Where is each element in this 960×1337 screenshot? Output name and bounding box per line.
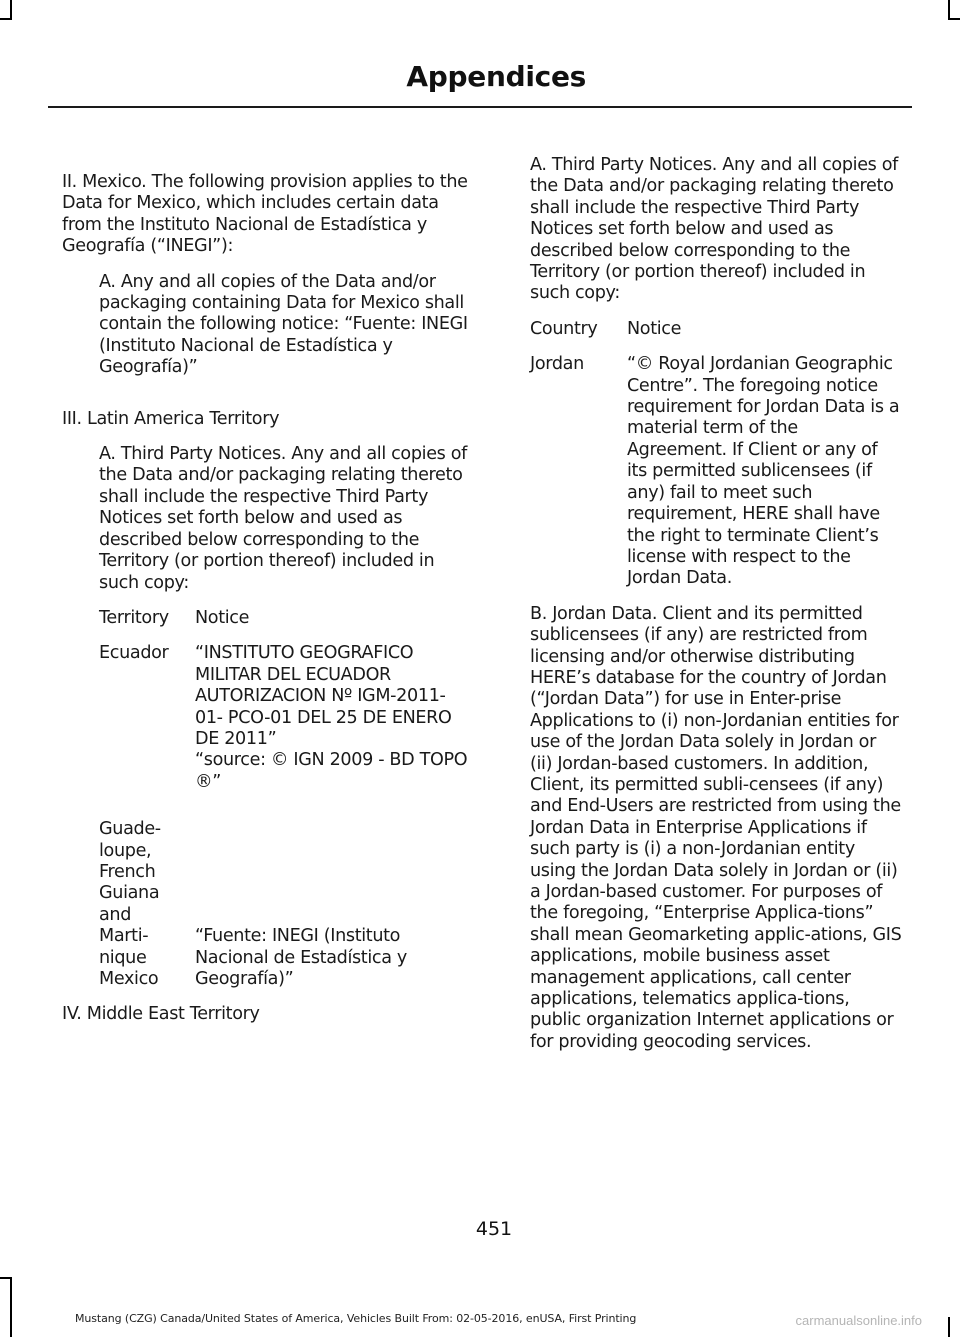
territory-cell: Ecuador (99, 643, 169, 664)
footer-text: Mustang (CZG) Canada/United States of America, Vehicles Built From: 02-05-2016, enUSA, First Printing (75, 1312, 637, 1325)
crop-mark (0, 18, 12, 20)
table-header-row (99, 608, 472, 629)
crop-mark (948, 0, 950, 20)
page-number: 451 (475, 1218, 513, 1240)
crop-mark (0, 1277, 12, 1279)
latin-america-heading: III. Latin America Territory (62, 408, 280, 429)
middle-east-heading: IV. Middle East Territory (62, 1004, 260, 1025)
table-row (99, 643, 472, 793)
table-row (99, 819, 472, 990)
crop-mark (10, 1277, 12, 1337)
notice-cell: “© Royal Jordanian Geographic Centre”. The foregoing notice requirement for Jordan Data is a material term of the Agreement. If Client or any of its permitted sublicensees (if any) fail to meet such requirement, HERE shall have the right to terminate Client’s license with respect to the Jordan Data. (627, 354, 900, 589)
right-column (530, 155, 902, 1067)
crop-mark (948, 18, 960, 20)
mexico-provision: II. Mexico. The following provision applies to the Data for Mexico, which includes certain data from the Instituto Nacional de Estadística y Geografía (“INEGI”): (62, 172, 468, 257)
notice-cell: “INSTITUTO GEOGRAFICO MILITAR DEL ECUADOR AUTORIZACION Nº IGM-2011-01- PCO-01 DEL 25 DE ENERO DE 2011” “source: © IGN 2009 - BD TOPO ®” (195, 643, 468, 792)
notice-cell: “Fuente: INEGI (Instituto Nacional de Estadística y Geografía)” (195, 926, 407, 989)
page-title: Appendices (406, 60, 586, 93)
table-header-row (530, 319, 902, 340)
crop-mark (10, 0, 12, 20)
latin-america-block (62, 444, 472, 990)
table-row (530, 354, 902, 589)
jordan-data-clause: B. Jordan Data. Client and its permitted sublicensees (if any) are restricted from licensing and/or otherwise distributing HERE’s database for the country of Jordan (“Jordan Data”) for use in Enter-prise Applications to (i) non-Jordanian entities for use of the Jordan Data solely in Jordan or (ii) Jordan-based customers. In addition, Client, its permitted subli-censees (if any) and End-Users are restricted from using the Jordan Data in Enterprise Applications if such party is (i) a non-Jordanian entity using the Jordan Data solely in Jordan or (ii) a Jordan-based customer. For purposes of the foregoing, “Enterprise Applica-tions” shall mean Geomarketing applic-ations, GIS applications, mobile business asset management applications, call center applications, telematics applica-tions, public organization Internet applications or for providing geocoding services. (530, 603, 902, 1052)
left-column (62, 172, 472, 1040)
country-cell: Jordan (530, 354, 584, 375)
mexico-notice-clause: A. Any and all copies of the Data and/or packaging containing Data for Mexico shall contain the following notice: “Fuente: INEGI (Instituto Nacional de Estadística y Geografía)” (99, 271, 468, 378)
watermark: carmanualsonline.info (795, 1313, 922, 1328)
third-party-notices-clause: A. Third Party Notices. Any and all copies of the Data and/or packaging relating thereto shall include the respective Third Party Notices set forth below and used as described below corresponding to the Territory (or portion thereof) included in such copy: (530, 155, 898, 304)
header-divider (48, 106, 912, 108)
column-header-territory: Territory (99, 607, 169, 628)
territory-cell: Guade- loupe, French Guiana and Marti- nique Mexico (99, 819, 161, 989)
column-header-country: Country (530, 318, 598, 339)
column-header-notice: Notice (627, 318, 682, 339)
crop-mark (948, 1317, 950, 1337)
third-party-notices-clause: A. Third Party Notices. Any and all copies of the Data and/or packaging relating thereto shall include the respective Third Party Notices set forth below and used as described below corresponding to the Territory (or portion thereof) included in such copy: (99, 444, 467, 593)
column-header-notice: Notice (195, 607, 250, 628)
